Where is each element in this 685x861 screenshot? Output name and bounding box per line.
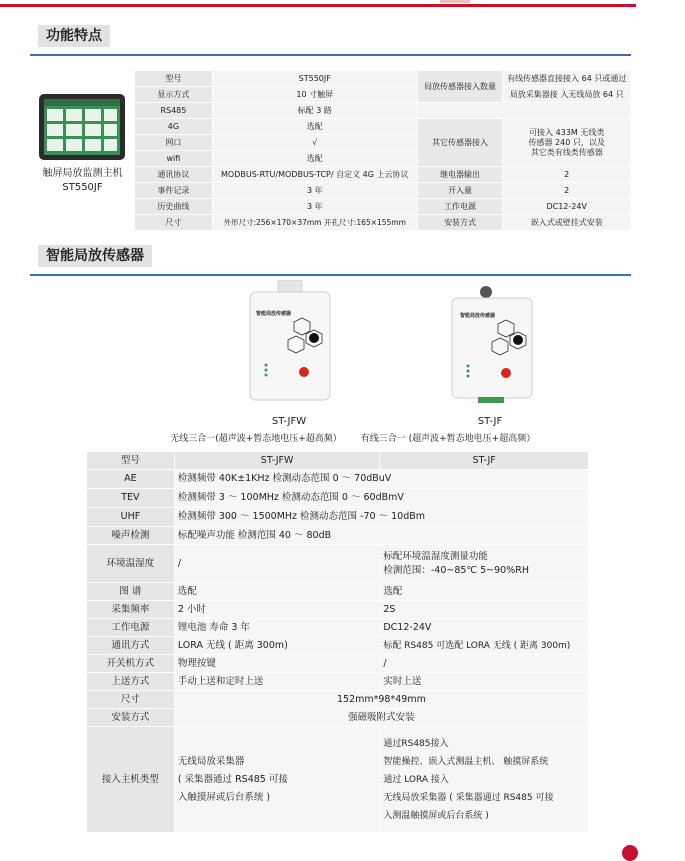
spec-value-line: 通过RS485接入 bbox=[383, 738, 449, 749]
spec-key: 接入主机类型 bbox=[87, 727, 175, 833]
host-spec-table bbox=[134, 70, 631, 231]
sensor-wireless-desc: 无线三合一(超声波+暂态地电压+超高频） bbox=[170, 434, 342, 444]
spec-value: 2 bbox=[503, 167, 631, 183]
spec-key: 开入量 bbox=[417, 183, 503, 199]
spec-key: 工作电源 bbox=[417, 199, 503, 215]
spec-key: AE bbox=[87, 470, 175, 489]
spec-value: 选配 bbox=[380, 583, 589, 601]
section-title-features: 功能特点 bbox=[38, 25, 110, 47]
spec-value: 标配 3 路 bbox=[212, 103, 417, 119]
spec-value: 选配 bbox=[174, 583, 380, 601]
sensor-wireless-model: ST-JFW bbox=[271, 416, 307, 427]
spec-key: TEV bbox=[87, 489, 175, 508]
spec-value: DC12-24V bbox=[503, 199, 631, 215]
spec-key: 4G bbox=[135, 119, 213, 135]
spec-value-line: ( 采集器通过 RS485 可接 bbox=[177, 773, 288, 785]
spec-key: 噪声检测 bbox=[87, 527, 175, 545]
spec-key: 通讯协议 bbox=[135, 167, 213, 183]
spec-key: RS485 bbox=[135, 103, 213, 119]
spec-key: 通讯方式 bbox=[87, 637, 175, 655]
spec-value: 10 寸触屏 bbox=[212, 87, 417, 103]
spec-value-line: 无线局放采集器 bbox=[177, 755, 245, 767]
spec-value: 标配噪声功能 检测范围 40 ～ 80dB bbox=[174, 527, 588, 545]
spec-value: 3 年 bbox=[212, 183, 417, 199]
spec-value: 3 年 bbox=[212, 199, 417, 215]
spec-key: 安装方式 bbox=[417, 215, 503, 231]
spec-key: 局放传感器接入数量 bbox=[417, 71, 503, 103]
sensor-wired-panel-title: 智能局放传感器 bbox=[460, 313, 496, 319]
spec-key: 采集频率 bbox=[87, 601, 175, 619]
host-device-model: ST550JF bbox=[62, 182, 103, 193]
spec-value-line: 其它类有线类传感器 bbox=[530, 147, 603, 157]
spec-value: / bbox=[174, 545, 380, 583]
sensor-wireless-panel-title: 智能局放传感器 bbox=[256, 311, 292, 317]
spec-key: 安装方式 bbox=[87, 709, 175, 727]
spec-value-line: 检测范围：-40~85℃ 5~90%RH bbox=[383, 564, 529, 576]
spec-value bbox=[503, 119, 631, 167]
spec-key: 型号 bbox=[135, 71, 213, 87]
spec-value: 检测频带 3 ～ 100MHz 检测动态范围 0 ～ 60dBmV bbox=[174, 489, 588, 508]
spec-value-line: 可接入 433M 无线类 bbox=[529, 127, 605, 137]
spec-value-line: 无线局放采集器 ( 采集器通过 RS485 可接 bbox=[383, 792, 554, 803]
spec-value: ST550JF bbox=[212, 71, 417, 87]
spec-value: 有线传感器直接接入 64 只或通过 bbox=[503, 71, 631, 87]
spec-value-line: 智能操控、嵌入式测温主机、 触摸屏系统 bbox=[383, 756, 549, 767]
spec-value: DC12-24V bbox=[380, 619, 589, 637]
spec-value-line: 入测温触摸屏或后台系统 ) bbox=[383, 810, 489, 821]
sensor-wired-model: ST-JF bbox=[477, 416, 503, 427]
spec-key: 尺寸 bbox=[135, 215, 213, 231]
spec-value: MODBUS-RTU/MODBUS-TCP/ 自定义 4G 上云协议 bbox=[212, 167, 417, 183]
spec-value-line: 通过 LORA 接入 bbox=[383, 774, 449, 785]
section-divider bbox=[30, 54, 631, 56]
spec-value: 2 bbox=[503, 183, 631, 199]
spec-value: 手动上送和定时上送 bbox=[174, 673, 380, 691]
spec-key: wifi bbox=[135, 151, 213, 167]
spec-value: 152mm*98*49mm bbox=[174, 691, 588, 709]
spec-value: 选配 bbox=[212, 151, 417, 167]
host-device-caption bbox=[30, 167, 135, 195]
sensor-spec-table bbox=[86, 451, 589, 833]
spec-value-line: 标配环境温湿度测量功能 bbox=[383, 550, 488, 562]
top-red-line bbox=[0, 4, 636, 7]
sensor-device-wireless bbox=[248, 280, 332, 402]
page-corner-dot bbox=[622, 845, 638, 861]
spec-key: 事件记录 bbox=[135, 183, 213, 199]
spec-value: 局放采集器接 入无线局放 64 只 bbox=[503, 87, 631, 103]
spec-value bbox=[380, 545, 589, 583]
spec-value: √ bbox=[212, 135, 417, 151]
section-title-sensors: 智能局放传感器 bbox=[38, 245, 152, 267]
sensor-device-wired bbox=[448, 284, 538, 406]
spec-key: UHF bbox=[87, 508, 175, 527]
spec-value: 选配 bbox=[212, 119, 417, 135]
spec-value: 2S bbox=[380, 601, 589, 619]
spec-value: 锂电池 寿命 3 年 bbox=[174, 619, 380, 637]
spec-value: 外形尺寸:256×170×37mm 开孔尺寸:165×155mm bbox=[212, 215, 417, 231]
host-device-name: 触屏局放监测主机 bbox=[42, 168, 123, 179]
spec-key: 开关机方式 bbox=[87, 655, 175, 673]
spec-header-b: ST-JF bbox=[380, 452, 589, 470]
spec-value: 标配 RS485 可选配 LORA 无线 ( 距离 300m) bbox=[380, 637, 589, 655]
section-divider bbox=[30, 274, 631, 276]
sensor-device-wired-image bbox=[448, 284, 538, 406]
spec-value bbox=[174, 727, 380, 833]
top-accent-mark bbox=[440, 0, 470, 3]
touchscreen-device-image bbox=[39, 94, 125, 160]
spec-key: 尺寸 bbox=[87, 691, 175, 709]
spec-value-line: 入触摸屏或后台系统 ) bbox=[177, 791, 271, 803]
spec-value: LORA 无线 ( 距离 300m) bbox=[174, 637, 380, 655]
spec-key: 历史曲线 bbox=[135, 199, 213, 215]
spec-value: 检测频带 40K±1KHz 检测动态范围 0 ～ 70dBuV bbox=[174, 470, 588, 489]
spec-key: 工作电源 bbox=[87, 619, 175, 637]
spec-value: 2 小时 bbox=[174, 601, 380, 619]
spec-key: 继电器输出 bbox=[417, 167, 503, 183]
spec-key: 上送方式 bbox=[87, 673, 175, 691]
spec-value: 实时上送 bbox=[380, 673, 589, 691]
spec-value-line: 传感器 240 只，以及 bbox=[528, 137, 605, 147]
sensor-device-wireless-image bbox=[248, 280, 332, 402]
spec-key: 型号 bbox=[87, 452, 175, 470]
spec-key: 图 谱 bbox=[87, 583, 175, 601]
spec-key: 其它传感器接入 bbox=[417, 119, 503, 167]
sensor-wired-desc: 有线三合一 (超声波+暂态地电压+超高频） bbox=[360, 434, 536, 444]
spec-key: 环境温湿度 bbox=[87, 545, 175, 583]
spec-blank bbox=[417, 103, 630, 119]
spec-key: 显示方式 bbox=[135, 87, 213, 103]
spec-value: 强磁吸附式安装 bbox=[174, 709, 588, 727]
spec-value: 物理按键 bbox=[174, 655, 380, 673]
spec-header-a: ST-JFW bbox=[174, 452, 380, 470]
spec-value: 嵌入式或壁挂式安装 bbox=[503, 215, 631, 231]
spec-value: 检测频带 300 ～ 1500MHz 检测动态范围 -70 ～ 10dBm bbox=[174, 508, 588, 527]
spec-key: 网口 bbox=[135, 135, 213, 151]
spec-value bbox=[380, 727, 589, 833]
spec-value: / bbox=[380, 655, 589, 673]
